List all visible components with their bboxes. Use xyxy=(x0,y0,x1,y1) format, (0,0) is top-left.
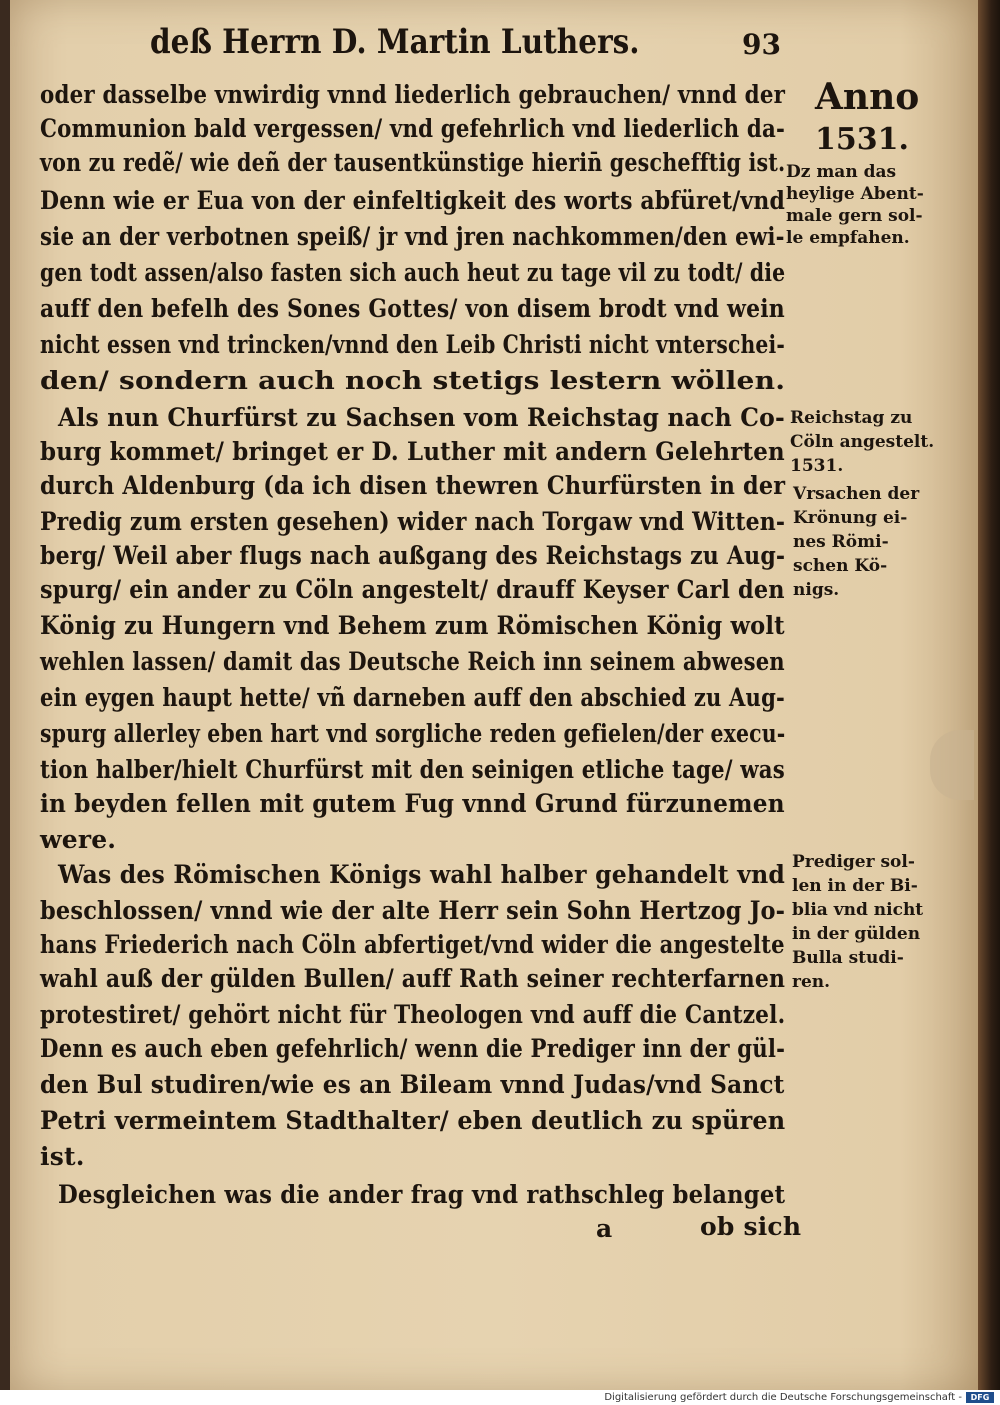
body-line: berg/ Weil aber flugs nach außgang des Reichstags zu Aug- xyxy=(40,541,786,570)
body-line: sie an der verbotnen speiß/ jr vnd jren nachkommen/den ewi- xyxy=(40,222,785,251)
margin-line: Cöln angestelt. xyxy=(790,432,935,452)
margin-year: 1531. xyxy=(815,122,909,157)
body-line: Petri vermeintem Stadthalter/ eben deutlich zu spüren xyxy=(40,1106,786,1135)
body-line: wehlen lassen/ damit das Deutsche Reich inn seinem abwesen xyxy=(40,647,785,676)
margin-line: heylige Abent- xyxy=(786,184,924,204)
body-line: protestiret/ gehört nicht für Theologen vnd auff die Cantzel. xyxy=(40,1000,786,1029)
margin-line: le empfahen. xyxy=(786,228,910,248)
body-line: nicht essen vnd trincken/vnnd den Leib Christi nicht vnterschei- xyxy=(40,330,785,359)
margin-line: male gern sol- xyxy=(786,206,923,226)
body-line: Desgleichen was die ander frag vnd rathschleg belanget xyxy=(58,1180,786,1209)
body-line: durch Aldenburg (da ich disen thewren Churfürsten in der xyxy=(40,471,786,500)
footer-bar xyxy=(0,1390,1000,1405)
margin-line: Bulla studi- xyxy=(792,948,904,968)
body-line: ein eygen haupt hette/ vñ darneben auff den abschied zu Aug- xyxy=(40,683,785,712)
margin-line: Reichstag zu xyxy=(790,408,913,428)
body-line: von zu redẽ/ wie deñ der tausentkünstige hierin̄ geschefftig ist. xyxy=(40,148,786,177)
margin-line: schen Kö- xyxy=(793,556,888,576)
margin-line: Dz man das xyxy=(786,162,897,182)
margin-line: nes Römi- xyxy=(793,532,889,552)
body-line: Denn es auch eben gefehrlich/ wenn die Prediger inn der gül- xyxy=(40,1034,786,1063)
margin-line: Prediger sol- xyxy=(792,852,915,872)
margin-line: ren. xyxy=(792,972,831,992)
margin-line: 1531. xyxy=(790,456,844,476)
body-line: were. xyxy=(40,825,117,854)
body-line: wahl auß der gülden Bullen/ auff Rath seiner rechterfarnen xyxy=(40,964,786,993)
body-line: beschlossen/ vnnd wie der alte Herr sein Sohn Hertzog Jo- xyxy=(40,896,786,925)
body-line: Was des Römischen Königs wahl halber gehandelt vnd xyxy=(58,860,785,889)
page-number: 93 xyxy=(742,28,781,61)
margin-line: blia vnd nicht xyxy=(792,900,924,920)
catchword: ob sich xyxy=(700,1212,802,1241)
body-line: hans Friederich nach Cöln abfertiget/vnd wider die angestelte xyxy=(40,930,785,959)
margin-line: Krönung ei- xyxy=(793,508,908,528)
body-line: spurg/ ein ander zu Cöln angestelt/ drauff Keyser Carl den xyxy=(40,575,785,604)
body-line: in beyden fellen mit gutem Fug vnnd Grund fürzunemen xyxy=(40,789,785,818)
margin-line: len in der Bi- xyxy=(792,876,918,896)
margin-line: in der gülden xyxy=(792,924,921,944)
body-line: den Bul studiren/wie es an Bileam vnnd Judas/vnd Sanct xyxy=(40,1070,785,1099)
margin-anno: Anno xyxy=(815,76,920,118)
body-line: auff den befelh des Sones Gottes/ von disem brodt vnd wein xyxy=(40,294,785,323)
body-line: oder dasselbe vnwirdig vnnd liederlich gebrauchen/ vnnd der xyxy=(40,80,786,109)
body-line: burg kommet/ bringet er D. Luther mit andern Gelehrten xyxy=(40,437,785,466)
running-title: deß Herrn D. Martin Luthers. xyxy=(150,22,640,62)
body-line: Predig zum ersten gesehen) wider nach Torgaw vnd Witten- xyxy=(40,507,786,536)
body-line: den/ sondern auch noch stetigs lestern wöllen. xyxy=(40,366,786,395)
body-line: König zu Hungern vnd Behem zum Römischen König wolt xyxy=(40,611,785,640)
book-edge xyxy=(978,0,1000,1390)
body-line: spurg allerley eben hart vnd sorgliche reden gefielen/der execu- xyxy=(40,719,786,748)
signature-mark: a xyxy=(596,1214,613,1243)
footer-credit: Digitalisierung gefördert durch die Deutsche Forschungsgemeinschaft - xyxy=(604,1392,962,1403)
margin-line: Vrsachen der xyxy=(793,484,920,504)
dfg-logo: DFG xyxy=(966,1392,994,1403)
body-line: Communion bald vergessen/ vnd gefehrlich vnd liederlich da- xyxy=(40,114,785,143)
body-line: tion halber/hielt Churfürst mit den seinigen etliche tage/ was xyxy=(40,755,785,784)
page-tab-shadow xyxy=(930,730,974,800)
body-line: Denn wie er Eua von der einfeltigkeit des worts abfüret/vnd xyxy=(40,186,785,215)
body-line: ist. xyxy=(40,1142,85,1171)
body-line: gen todt assen/also fasten sich auch heut zu tage vil zu todt/ die xyxy=(40,258,786,287)
margin-line: nigs. xyxy=(793,580,840,600)
body-line: Als nun Churfürst zu Sachsen vom Reichstag nach Co- xyxy=(58,403,785,432)
